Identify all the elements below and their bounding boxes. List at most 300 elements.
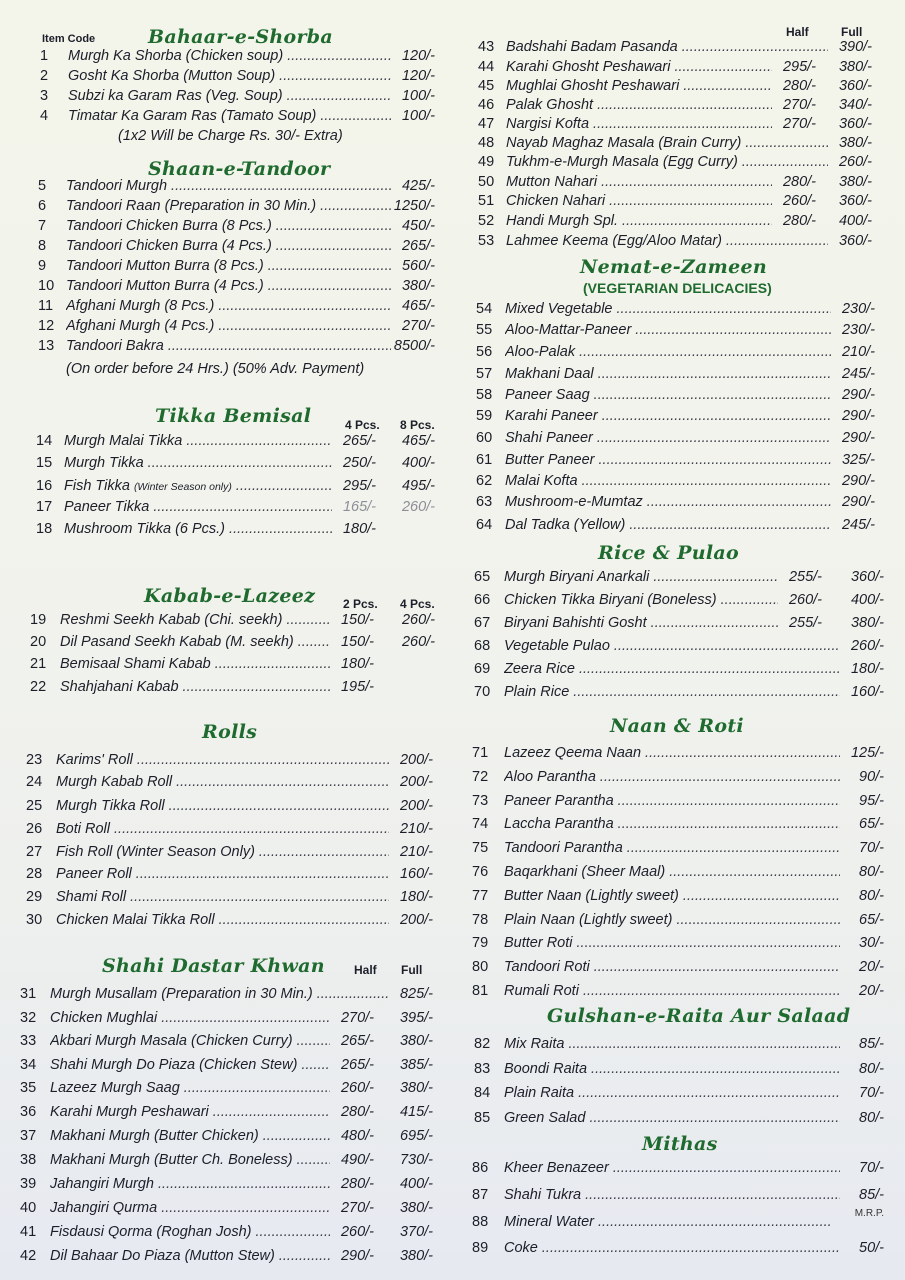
item-code: 45 (478, 78, 495, 94)
dish-name-text: Akbari Murgh Masala (Chicken Curry) (50, 1033, 293, 1049)
price-2: 340/- (838, 97, 872, 113)
menu-item-25 (26, 798, 435, 818)
menu-item-66 (474, 592, 884, 612)
dish-name (505, 452, 831, 468)
price-2: 230/- (841, 322, 875, 338)
dish-name-text: Lazeez Murgh Saag (50, 1080, 180, 1096)
price-2: 415/- (399, 1104, 433, 1120)
price-1: 265/- (342, 433, 376, 449)
dish-name (504, 959, 840, 975)
menu-item-24 (26, 774, 435, 794)
price-1: 265/- (401, 238, 435, 254)
item-code: 67 (474, 615, 491, 631)
item-code: 2 (40, 68, 49, 84)
menu-item-3 (40, 88, 435, 108)
menu-item-73 (472, 793, 884, 813)
section-title-nemat-e-zameen: Nemat-e-Zameen (580, 256, 767, 278)
dish-name (506, 59, 772, 75)
dish-name (56, 752, 389, 768)
item-code: 31 (20, 986, 37, 1002)
dish-name (504, 1160, 840, 1176)
menu-item-52 (478, 213, 880, 233)
price-2: 380/- (838, 59, 872, 75)
dish-name (50, 1033, 330, 1049)
menu-item-57 (476, 366, 876, 386)
dish-name (505, 301, 831, 317)
item-code: 17 (36, 499, 53, 515)
price-2: 290/- (841, 473, 875, 489)
dish-name (506, 174, 772, 190)
dish-name-text: Tandoori Mutton Burra (4 Pcs.) (66, 278, 264, 294)
dish-name-text: Aloo Parantha (504, 769, 596, 785)
dish-name (505, 430, 831, 446)
price-1: 150/- (340, 634, 374, 650)
item-code: 20 (30, 634, 47, 650)
price-2: 290/- (841, 430, 875, 446)
item-code: 70 (474, 684, 491, 700)
item-code: 75 (472, 840, 489, 856)
item-code: 66 (474, 592, 491, 608)
menu-item-89 (472, 1240, 884, 1260)
price-1: 450/- (401, 218, 435, 234)
dish-name-text: Aloo-Palak (505, 344, 576, 360)
item-code: 6 (38, 198, 47, 214)
item-code: 80 (472, 959, 489, 975)
dish-name-text: Murgh Biryani Anarkali (504, 569, 650, 585)
dish-name (504, 1110, 840, 1126)
dish-name-text: Subzi ka Garam Ras (Veg. Soup) (68, 88, 283, 104)
section-title-mithas: Mithas (642, 1133, 718, 1155)
menu-item-12 (38, 318, 435, 338)
menu-item-34 (20, 1057, 435, 1077)
dish-name (504, 569, 778, 585)
dish-name-text: Makhani Murgh (Butter Chicken) (50, 1128, 259, 1144)
dish-name-text: Paneer Saag (505, 387, 590, 403)
dish-name (504, 840, 840, 856)
item-code: 24 (26, 774, 43, 790)
price-2: 400/- (850, 592, 884, 608)
price-1: 255/- (788, 569, 822, 585)
dish-name (56, 866, 389, 882)
item-code: 48 (478, 135, 495, 151)
column-header-4-pcs-kabab: 4 Pcs. (400, 597, 435, 611)
dish-name-text: Mixed Vegetable (505, 301, 613, 317)
dish-name-text: Shami Roll (56, 889, 127, 905)
menu-item-21 (30, 656, 435, 676)
dish-name-text: Murgh Kabab Roll (56, 774, 173, 790)
item-code: 76 (472, 864, 489, 880)
price-1: 210/- (399, 821, 433, 837)
item-code: 27 (26, 844, 43, 860)
dish-name-text: Tandoori Chicken Burra (4 Pcs.) (66, 238, 272, 254)
dish-name-text: Boti Roll (56, 821, 110, 837)
item-code: 16 (36, 478, 53, 494)
price-2: 360/- (838, 193, 872, 209)
price-1: 200/- (399, 752, 433, 768)
price-1: 560/- (401, 258, 435, 274)
price-1: 270/- (340, 1200, 374, 1216)
dish-name-text: Murgh Tikka (64, 455, 144, 471)
dish-name (60, 634, 330, 650)
price-2: 290/- (841, 408, 875, 424)
item-code: 64 (476, 517, 493, 533)
price-2: 20/- (859, 959, 884, 975)
menu-item-46 (478, 97, 880, 117)
dish-name-text: Murgh Musallam (Preparation in 30 Min.) (50, 986, 313, 1002)
menu-item-60 (476, 430, 876, 450)
item-code: 83 (474, 1061, 491, 1077)
item-code: 55 (476, 322, 493, 338)
item-code: 7 (38, 218, 47, 234)
dish-name-text: Butter Naan (Lightly sweet) (504, 888, 679, 904)
dish-name (56, 889, 389, 905)
dish-name-text: Baqarkhani (Sheer Maal) (504, 864, 666, 880)
section-note-shorba: (1x2 Will be Charge Rs. 30/- Extra) (118, 128, 343, 144)
price-1: 200/- (399, 912, 433, 928)
price-1: 265/- (340, 1057, 374, 1073)
item-code: 39 (20, 1176, 37, 1192)
item-code: 52 (478, 213, 495, 229)
item-code: 18 (36, 521, 53, 537)
price-1: 260/- (782, 193, 816, 209)
item-code: 58 (476, 387, 493, 403)
menu-item-61 (476, 452, 876, 472)
dish-name-text: Afghani Murgh (4 Pcs.) (66, 318, 215, 334)
price-1: 100/- (401, 108, 435, 124)
dish-name (505, 322, 831, 338)
dish-name (66, 238, 391, 254)
menu-item-39 (20, 1176, 435, 1196)
menu-item-74 (472, 816, 884, 836)
item-code: 72 (472, 769, 489, 785)
dish-name-text: Butter Roti (504, 935, 573, 951)
price-2: 260/- (401, 634, 435, 650)
item-code: 5 (38, 178, 47, 194)
dish-name-text: Chicken Tikka Biryani (Boneless) (504, 592, 717, 608)
price-2: 70/- (859, 840, 884, 856)
price-1: 180/- (342, 521, 376, 537)
price-2: 210/- (841, 344, 875, 360)
price-2: 400/- (399, 1176, 433, 1192)
dish-name-text: Murgh Malai Tikka (64, 433, 183, 449)
dish-name-text: Nayab Maghaz Masala (Brain Curry) (506, 135, 742, 151)
dish-name (504, 1061, 840, 1077)
menu-item-8 (38, 238, 435, 258)
item-code: 54 (476, 301, 493, 317)
menu-item-26 (26, 821, 435, 841)
item-code: 40 (20, 1200, 37, 1216)
item-code: 60 (476, 430, 493, 446)
item-code: 19 (30, 612, 47, 628)
dish-name-text: Tandoori Roti (504, 959, 590, 975)
dish-name (64, 455, 332, 471)
dish-name-text: Chicken Nahari (506, 193, 606, 209)
menu-item-83 (474, 1061, 884, 1081)
dish-name (504, 661, 840, 677)
dish-name-text: Tukhm-e-Murgh Masala (Egg Curry) (506, 154, 738, 170)
dish-name-text: Jahangiri Qurma (50, 1200, 158, 1216)
dish-name-text: Karims' Roll (56, 752, 133, 768)
dish-name-text: Shahi Paneer (505, 430, 593, 446)
price-2: 385/- (399, 1057, 433, 1073)
price-1: 270/- (340, 1010, 374, 1026)
menu-item-80 (472, 959, 884, 979)
item-code: 30 (26, 912, 43, 928)
menu-item-41 (20, 1224, 435, 1244)
price-2: 160/- (850, 684, 884, 700)
dish-name-text: Mineral Water (504, 1214, 594, 1230)
menu-item-45 (478, 78, 880, 98)
menu-item-82 (474, 1036, 884, 1056)
dish-name (50, 986, 389, 1002)
dish-name-text: Zeera Rice (504, 661, 575, 677)
item-code: 87 (472, 1187, 489, 1203)
price-1: 280/- (782, 78, 816, 94)
menu-item-53 (478, 233, 880, 253)
column-header-half-right: Half (786, 25, 809, 39)
dish-name (50, 1080, 330, 1096)
price-2: 360/- (850, 569, 884, 585)
item-code: 86 (472, 1160, 489, 1176)
price-1: 265/- (340, 1033, 374, 1049)
dish-name-text: Badshahi Badam Pasanda (506, 39, 678, 55)
dish-name (505, 494, 831, 510)
dish-name (50, 1176, 330, 1192)
item-code: 21 (30, 656, 47, 672)
price-1: 465/- (401, 298, 435, 314)
item-code: 82 (474, 1036, 491, 1052)
dish-name-text: Tandoori Murgh (66, 178, 168, 194)
price-2: 30/- (859, 935, 884, 951)
dish-name-text: Afghani Murgh (8 Pcs.) (66, 298, 215, 314)
dish-name-text: Murgh Tikka Roll (56, 798, 165, 814)
dish-name (505, 366, 831, 382)
dish-name (504, 1214, 832, 1230)
price-1: 250/- (342, 455, 376, 471)
dish-name (504, 816, 840, 832)
price-1: 120/- (401, 68, 435, 84)
dish-name (68, 48, 391, 64)
dish-name (505, 344, 831, 360)
menu-item-85 (474, 1110, 884, 1130)
item-code: 65 (474, 569, 491, 585)
menu-item-18 (36, 521, 435, 541)
dish-name (506, 97, 772, 113)
dish-name (64, 433, 332, 449)
dish-name (50, 1152, 330, 1168)
column-header-full-right: Full (841, 25, 863, 39)
menu-item-11 (38, 298, 435, 318)
menu-item-65 (474, 569, 884, 589)
dish-name (505, 408, 831, 424)
menu-item-14 (36, 433, 435, 453)
menu-item-17 (36, 499, 435, 519)
dish-name (56, 844, 389, 860)
price-1: 210/- (399, 844, 433, 860)
item-code: 12 (38, 318, 55, 334)
dish-name (56, 821, 389, 837)
section-title-rice-pulao: Rice & Pulao (598, 542, 739, 564)
price-1: 120/- (401, 48, 435, 64)
price-2: 360/- (838, 116, 872, 132)
dish-name (66, 258, 391, 274)
price-1: 280/- (340, 1104, 374, 1120)
dish-name (506, 135, 828, 151)
item-code: 73 (472, 793, 489, 809)
section-title-shaan-e-tandoor: Shaan-e-Tandoor (148, 158, 331, 180)
dish-name (504, 1187, 840, 1203)
menu-item-55 (476, 322, 876, 342)
dish-name (504, 912, 840, 928)
menu-item-48 (478, 135, 880, 155)
menu-item-31 (20, 986, 435, 1006)
column-header-2-pcs: 2 Pcs. (343, 597, 378, 611)
item-code: 42 (20, 1248, 37, 1264)
item-code: 59 (476, 408, 493, 424)
price-2: 730/- (399, 1152, 433, 1168)
price-2: 360/- (838, 78, 872, 94)
price-2: 360/- (838, 233, 872, 249)
price-1: 270/- (782, 97, 816, 113)
dish-name (504, 983, 840, 999)
price-2: 70/- (859, 1160, 884, 1176)
dish-name-text: Mutton Nahari (506, 174, 598, 190)
price-2: 260/- (401, 612, 435, 628)
menu-item-63 (476, 494, 876, 514)
dish-name (505, 473, 831, 489)
price-2: 70/- (859, 1085, 884, 1101)
menu-item-88 (472, 1208, 884, 1234)
dish-name-text: Timatar Ka Garam Ras (Tamato Soup) (68, 108, 317, 124)
price-1: 160/- (399, 866, 433, 882)
dish-name (504, 864, 840, 880)
dish-name-text: Nargisi Kofta (506, 116, 590, 132)
price-2: 325/- (841, 452, 875, 468)
dish-name (504, 1085, 840, 1101)
item-code: 3 (40, 88, 49, 104)
dish-name-text: Bemisaal Shami Kabab (60, 656, 211, 672)
item-code: 43 (478, 39, 495, 55)
item-code: 10 (38, 278, 55, 294)
menu-item-42 (20, 1248, 435, 1268)
menu-item-69 (474, 661, 884, 681)
section-title-tikka-bemisal: Tikka Bemisal (155, 405, 312, 427)
menu-item-2 (40, 68, 435, 88)
price-2: 380/- (399, 1248, 433, 1264)
section-title-shahi-dastar-khwan: Shahi Dastar Khwan (102, 955, 325, 977)
price-2: 380/- (399, 1200, 433, 1216)
price-2: 180/- (850, 661, 884, 677)
dish-name-text: Dil Bahaar Do Piaza (Mutton Stew) (50, 1248, 275, 1264)
price-2: 290/- (841, 494, 875, 510)
item-code: 47 (478, 116, 495, 132)
menu-item-50 (478, 174, 880, 194)
menu-item-30 (26, 912, 435, 932)
dish-name (66, 218, 391, 234)
menu-item-51 (478, 193, 880, 213)
dish-name-text: Plain Naan (Lightly sweet) (504, 912, 673, 928)
dish-name (506, 233, 828, 249)
menu-item-67 (474, 615, 884, 635)
dish-name-text: Laccha Parantha (504, 816, 614, 832)
menu-item-78 (472, 912, 884, 932)
item-code: 62 (476, 473, 493, 489)
menu-item-70 (474, 684, 884, 704)
dish-name-text: Palak Ghosht (506, 97, 594, 113)
dish-name (68, 68, 391, 84)
price-2: 80/- (859, 1061, 884, 1077)
dish-name (56, 912, 389, 928)
dish-name-text: Paneer Tikka (64, 499, 150, 515)
item-code: 25 (26, 798, 43, 814)
dish-name (506, 193, 772, 209)
price-2: 65/- (859, 912, 884, 928)
dish-name (506, 78, 772, 94)
dish-name-text: Mughlai Ghosht Peshawari (506, 78, 680, 94)
price-2: 390/- (838, 39, 872, 55)
dish-name (505, 517, 831, 533)
menu-item-23 (26, 752, 435, 772)
menu-item-22 (30, 679, 435, 699)
price-1: 165/- (342, 499, 376, 515)
menu-item-44 (478, 59, 880, 79)
dish-name (66, 318, 391, 334)
item-code: 74 (472, 816, 489, 832)
price-2: 20/- (859, 983, 884, 999)
menu-item-28 (26, 866, 435, 886)
price-2: 245/- (841, 517, 875, 533)
dish-name (68, 88, 391, 104)
menu-item-33 (20, 1033, 435, 1053)
dish-name-text: Tandoori Chicken Burra (8 Pcs.) (66, 218, 272, 234)
dish-name (504, 684, 840, 700)
dish-name-text: Makhani Daal (505, 366, 594, 382)
item-code: 15 (36, 455, 53, 471)
dish-name-text: Jahangiri Murgh (50, 1176, 154, 1192)
price-1: 200/- (399, 774, 433, 790)
menu-item-36 (20, 1104, 435, 1124)
dish-name (56, 774, 389, 790)
item-code: 89 (472, 1240, 489, 1256)
price-1: 8500/- (393, 338, 435, 354)
menu-item-58 (476, 387, 876, 407)
price-1: 180/- (399, 889, 433, 905)
price-2: 80/- (859, 864, 884, 880)
menu-item-75 (472, 840, 884, 860)
menu-item-35 (20, 1080, 435, 1100)
price-2: 50/- (859, 1240, 884, 1256)
menu-item-19 (30, 612, 435, 632)
dish-name (68, 108, 391, 124)
menu-item-43 (478, 39, 880, 59)
dish-name (66, 178, 391, 194)
dish-name (50, 1057, 330, 1073)
menu-item-59 (476, 408, 876, 428)
dish-name (64, 521, 332, 537)
dish-name (504, 793, 840, 809)
dish-name-text: Fish Tikka (64, 478, 130, 494)
price-2: 380/- (838, 135, 872, 151)
dish-name (506, 213, 772, 229)
dish-name-text: Reshmi Seekh Kabab (Chi. seekh) (60, 612, 283, 628)
dish-name-text: Butter Paneer (505, 452, 595, 468)
dish-name-text: Makhani Murgh (Butter Ch. Boneless) (50, 1152, 293, 1168)
dish-name-text: Lahmee Keema (Egg/Aloo Matar) (506, 233, 722, 249)
dish-name-text: Kheer Benazeer (504, 1160, 609, 1176)
price-2: 65/- (859, 816, 884, 832)
price-1: 195/- (340, 679, 374, 695)
dish-name-text: Plain Raita (504, 1085, 575, 1101)
